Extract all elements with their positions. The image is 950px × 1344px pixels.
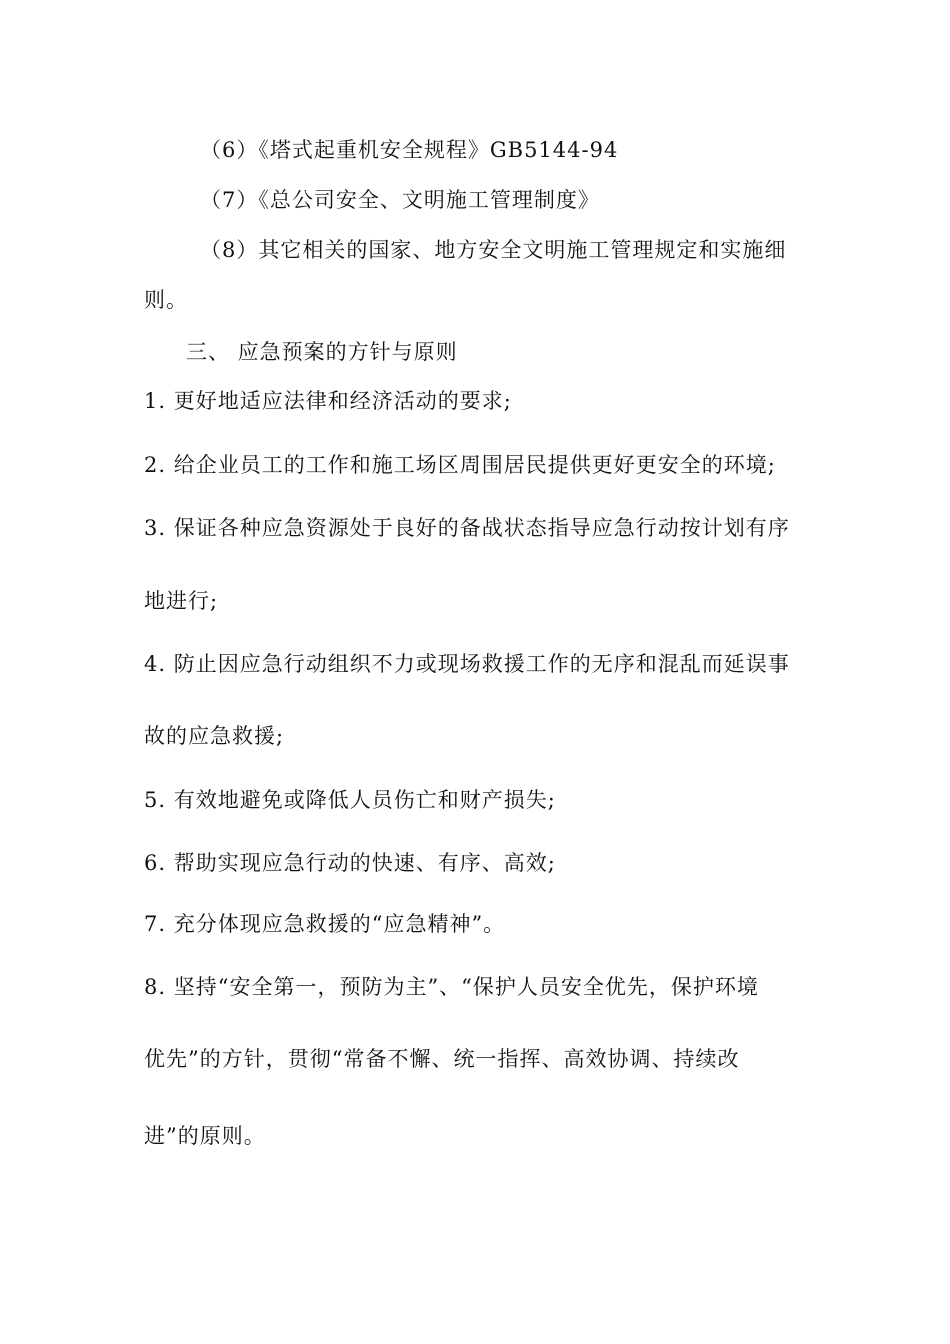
principle-item-4-continuation: 故的应急救援; bbox=[144, 724, 285, 748]
section-heading: 三、 应急预案的方针与原则 bbox=[186, 340, 458, 364]
principle-item-3-continuation: 地进行; bbox=[144, 589, 219, 613]
reference-item-7: （7）《总公司安全、文明施工管理制度》 bbox=[200, 188, 600, 212]
principle-item-6: 6. 帮助实现应急行动的快速、有序、高效; bbox=[144, 851, 556, 875]
principle-item-2: 2. 给企业员工的工作和施工场区周围居民提供更好更安全的环境; bbox=[144, 453, 776, 477]
principle-item-3: 3. 保证各种应急资源处于良好的备战状态指导应急行动按计划有序 bbox=[144, 516, 790, 540]
reference-item-6: （6）《塔式起重机安全规程》GB5144-94 bbox=[200, 138, 619, 162]
principle-item-8: 8. 坚持“安全第一，预防为主”、“保护人员安全优先，保护环境 bbox=[144, 975, 759, 999]
reference-item-8-continuation: 则。 bbox=[144, 288, 188, 312]
principle-item-4: 4. 防止因应急行动组织不力或现场救援工作的无序和混乱而延误事 bbox=[144, 652, 790, 676]
principle-item-1: 1. 更好地适应法律和经济活动的要求; bbox=[144, 389, 512, 413]
reference-item-8: （8）其它相关的国家、地方安全文明施工管理规定和实施细 bbox=[200, 238, 787, 262]
principle-item-8-continuation-1: 优先”的方针，贯彻“常备不懈、统一指挥、高效协调、持续改 bbox=[144, 1047, 740, 1071]
principle-item-7: 7. 充分体现应急救援的“应急精神”。 bbox=[144, 912, 506, 936]
principle-item-5: 5. 有效地避免或降低人员伤亡和财产损失; bbox=[144, 788, 556, 812]
principle-item-8-continuation-2: 进”的原则。 bbox=[144, 1124, 266, 1148]
